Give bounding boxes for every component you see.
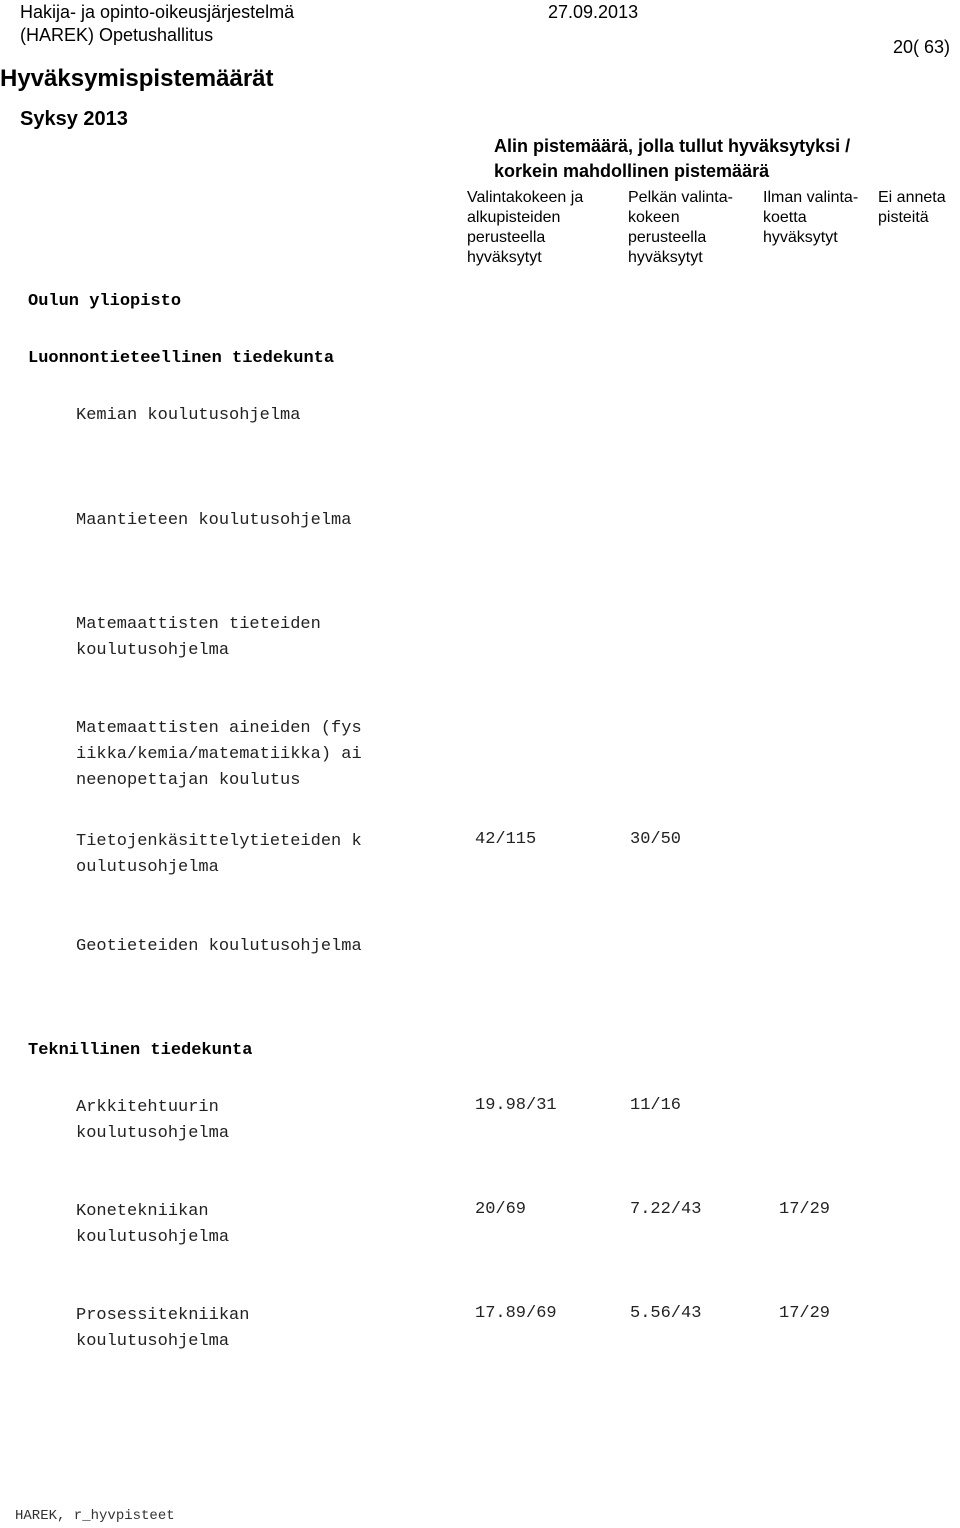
program-name: Prosessitekniikan koulutusohjelma bbox=[76, 1306, 250, 1351]
score-no-exam: 17/29 bbox=[779, 1200, 831, 1219]
columns-heading-line1: Alin pistemäärä, jolla tullut hyväksytyksi / bbox=[494, 136, 851, 156]
score-exam-and-prior: 42/115 bbox=[475, 830, 537, 849]
faculty-name: Teknillinen tiedekunta bbox=[28, 1041, 253, 1060]
organization: (HAREK) Opetushallitus bbox=[20, 25, 214, 45]
score-no-exam: 17/29 bbox=[779, 1304, 831, 1323]
faculty-name: Luonnontieteellinen tiedekunta bbox=[28, 349, 335, 368]
score-exam-only: 11/16 bbox=[630, 1096, 682, 1115]
score-exam-only: 5.56/43 bbox=[630, 1304, 702, 1323]
column-header-no-points: Ei anneta pisteitä bbox=[878, 189, 946, 226]
program-name: Konetekniikan koulutusohjelma bbox=[76, 1202, 230, 1247]
columns-heading-line2: korkein mahdollinen pistemäärä bbox=[494, 161, 770, 181]
term-label: Syksy 2013 bbox=[20, 108, 128, 130]
footer-report-id: HAREK, r_hyvpisteet bbox=[15, 1508, 175, 1524]
report-date: 27.09.2013 bbox=[548, 2, 639, 22]
score-exam-and-prior: 19.98/31 bbox=[475, 1096, 557, 1115]
page-title: Hyväksymispistemäärät bbox=[0, 65, 274, 92]
program-name: Matemaattisten aineiden (fysiikka/kemia/matematiikka) aineenopettajan koulutus bbox=[76, 719, 362, 790]
program-name: Kemian koulutusohjelma bbox=[76, 406, 301, 425]
column-header-no-exam: Ilman valinta-koetta hyväksytyt bbox=[763, 189, 859, 246]
program-name: Tietojenkäsittelytieteiden koulutusohjelma bbox=[76, 832, 362, 877]
system-name: Hakija- ja opinto-oikeusjärjestelmä bbox=[20, 2, 295, 22]
score-exam-only: 30/50 bbox=[630, 830, 682, 849]
program-name: Matemaattisten tieteiden koulutusohjelma bbox=[76, 615, 321, 660]
score-exam-and-prior: 17.89/69 bbox=[475, 1304, 557, 1323]
score-exam-and-prior: 20/69 bbox=[475, 1200, 527, 1219]
program-name: Arkkitehtuurin koulutusohjelma bbox=[76, 1098, 230, 1143]
columns-heading bbox=[494, 134, 850, 184]
university-name: Oulun yliopisto bbox=[28, 292, 182, 311]
program-name: Geotieteiden koulutusohjelma bbox=[76, 937, 362, 956]
column-header-exam-only: Pelkän valinta-kokeen perusteella hyväksytyt bbox=[628, 189, 733, 266]
page-number: 20( 63) bbox=[893, 37, 951, 57]
score-exam-only: 7.22/43 bbox=[630, 1200, 702, 1219]
program-name: Maantieteen koulutusohjelma bbox=[76, 511, 352, 530]
column-header-exam-and-prior: Valintakokeen ja alkupisteiden perusteella hyväksytyt bbox=[467, 189, 584, 266]
